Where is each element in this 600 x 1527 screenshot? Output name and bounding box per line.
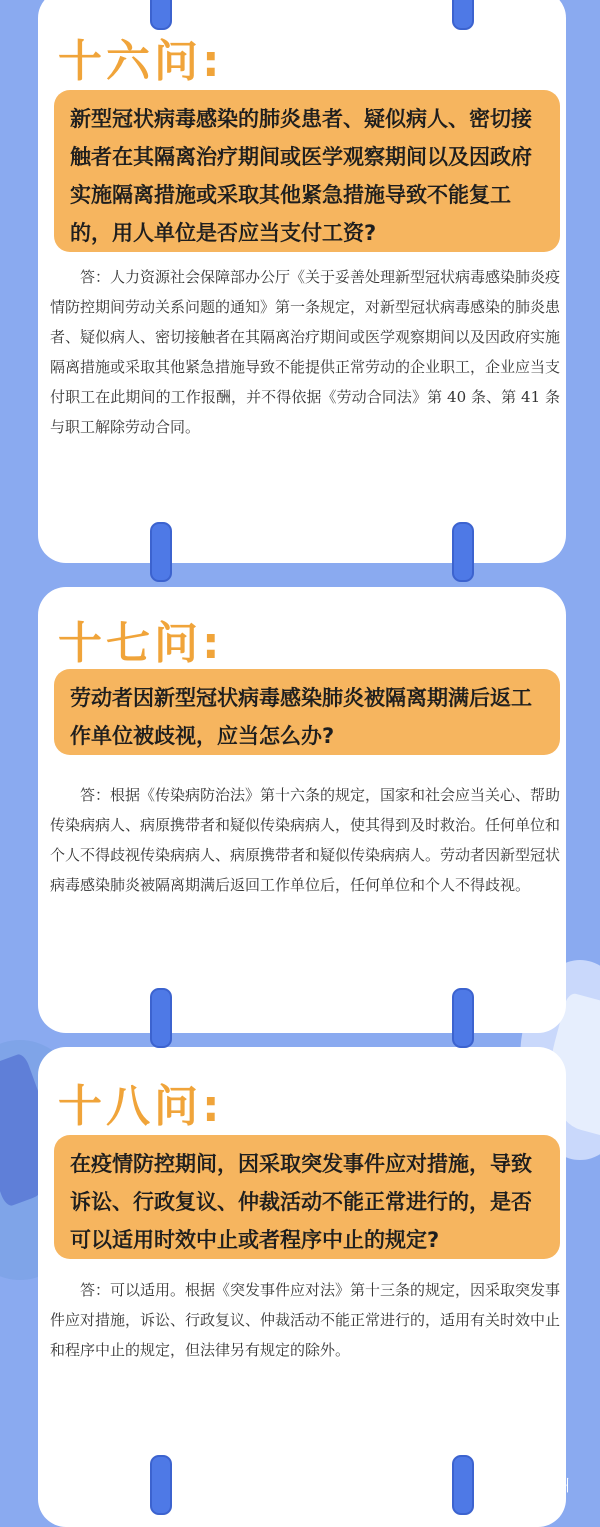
binder-ring xyxy=(150,522,172,582)
answer-text: 答：可以适用。根据《突发事件应对法》第十三条的规定，因采取突发事件应对措施，诉讼、行政复议、仲裁活动不能正常进行的，适用有关时效中止和程序中止的规定，但法律另有规定的除外。 xyxy=(50,1281,561,1359)
binder-ring xyxy=(150,988,172,1048)
binder-ring xyxy=(452,988,474,1048)
question-number: 十七问: xyxy=(58,618,224,669)
question-number: 十八问: xyxy=(58,1081,224,1132)
question-number: 十六问: xyxy=(58,36,224,87)
binder-ring xyxy=(452,0,474,30)
binder-ring xyxy=(150,0,172,30)
binder-ring xyxy=(150,1455,172,1515)
answer-text: 答：根据《传染病防治法》第十六条的规定，国家和社会应当关心、帮助传染病病人、病原携带者和疑似传染病病人，使其得到及时救治。任何单位和个人不得歧视传染病病人、病原携带者和疑似传染病病人。劳动者因新型冠状病毒感染肺炎被隔离期满后返回工作单位后，任何单位和个人不得歧视。 xyxy=(50,786,561,894)
watermark xyxy=(478,1473,570,1496)
question-box: 在疫情防控期间，因采取突发事件应对措施，导致诉讼、行政复议、仲裁活动不能正常进行的，是否可以适用时效中止或者程序中止的规定? xyxy=(54,1135,560,1259)
binder-ring xyxy=(452,522,474,582)
question-box: 劳动者因新型冠状病毒感染肺炎被隔离期满后返工作单位被歧视，应当怎么办? xyxy=(54,669,560,755)
binder-ring xyxy=(452,1455,474,1515)
answer-text: 答：人力资源社会保障部办公厅《关于妥善处理新型冠状病毒感染肺炎疫情防控期间劳动关系问题的通知》第一条规定，对新型冠状病毒感染的肺炎患者、疑似病人、密切接触者在其隔离治疗期间或医学观察期间以及因政府实施隔离措施或采取其他紧急措施导致不能提供正常劳动的企业职工，企业应当支付职工在此期间的工作报酬，并不得依据《劳动合同法》第 40 条、第 41 条与职工解除劳动合同。 xyxy=(50,268,561,436)
question-box: 新型冠状病毒感染的肺炎患者、疑似病人、密切接触者在其隔离治疗期间或医学观察期间以及因政府实施隔离措施或采取其他紧急措施导致不能复工的，用人单位是否应当支付工资? xyxy=(54,90,560,252)
watermark-text: 无线徐州 xyxy=(505,1476,570,1495)
wechat-icon xyxy=(478,1476,500,1494)
